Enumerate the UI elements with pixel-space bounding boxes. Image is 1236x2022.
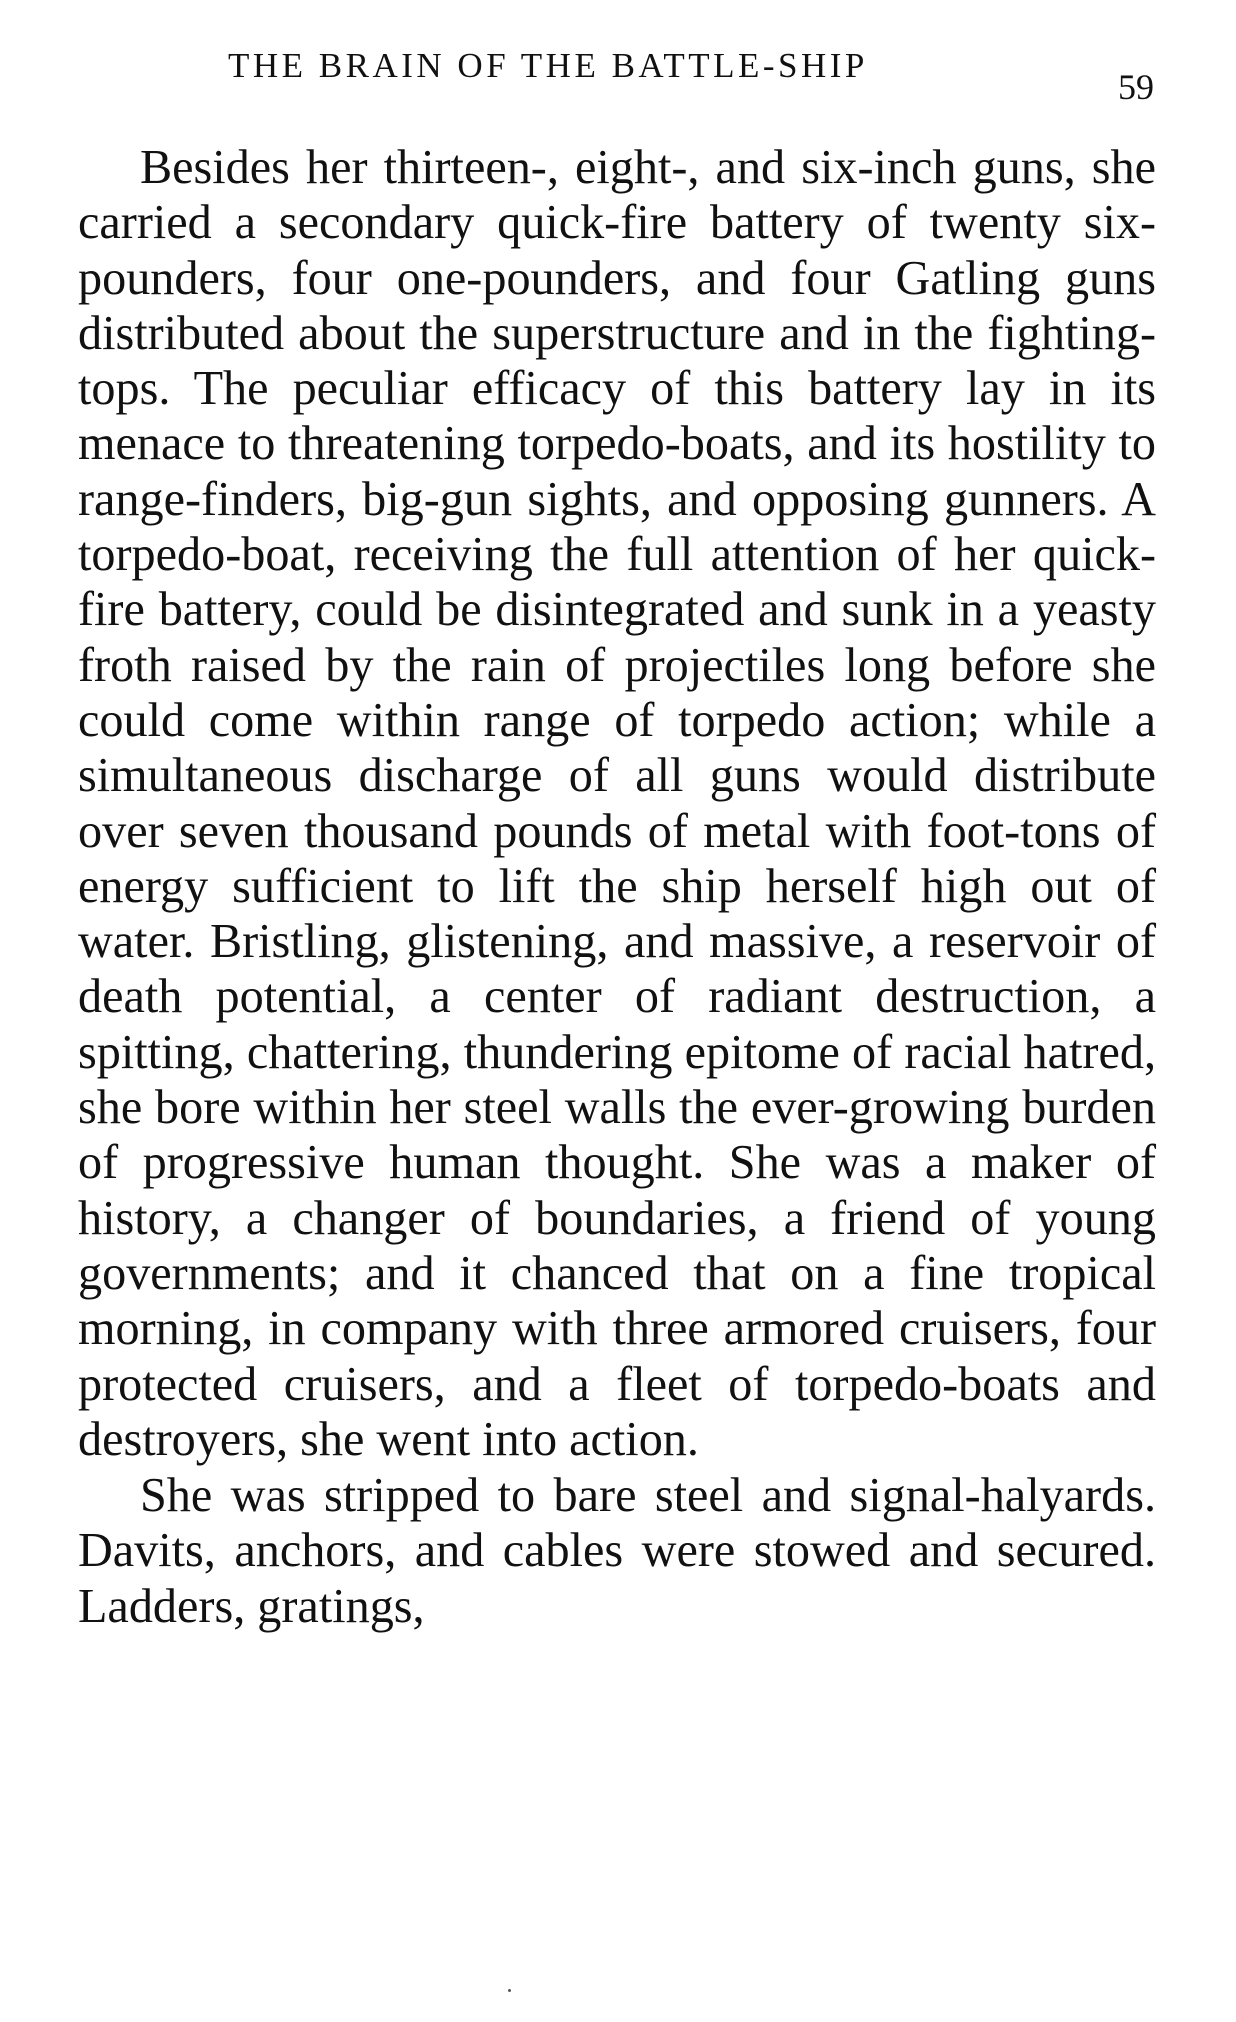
paragraph: Besides her thirteen-, eight-, and six-inch guns, she carried a secondary quick-fire battery of twenty six-pounders, four one-pounders, and four Gatling guns distributed about the superstructure and in the fighting-tops. The peculiar efficacy of this battery lay in its menace to threatening torpedo-boats, and its hostility to range-finders, big-gun sights, and opposing gunners. A torpedo-boat, receiving the full attention of her quick-fire battery, could be disintegrated and sunk in a yeasty froth raised by the rain of projectiles long before she could come within range of torpedo action; while a simultaneous discharge of all guns would distribute over seven thousand pounds of metal with foot-tons of energy sufficient to lift the ship herself high out of water. Bristling, glistening, and massive, a reservoir of death potential, a center of radiant destruction, a spitting, chattering, thundering epitome of racial hatred, she bore within her steel walls the ever-growing burden of progressive human thought. She was a maker of history, a changer of boundaries, a friend of young governments; and it chanced that on a fine tropical morning, in company with three armored cruisers, four protected cruisers, and a fleet of torpedo-boats and destroyers, she went into action. bbox=[78, 141, 1156, 1466]
body-text bbox=[78, 140, 1156, 1634]
print-speck bbox=[508, 1989, 511, 1992]
page-number: 59 bbox=[1118, 67, 1154, 107]
paragraph: She was stripped to bare steel and signal-halyards. Davits, anchors, and cables were stowed and secured. Ladders, gratings, bbox=[78, 1469, 1156, 1633]
running-head bbox=[0, 42, 1236, 107]
running-title: THE BRAIN OF THE BATTLE-SHIP bbox=[228, 46, 868, 85]
